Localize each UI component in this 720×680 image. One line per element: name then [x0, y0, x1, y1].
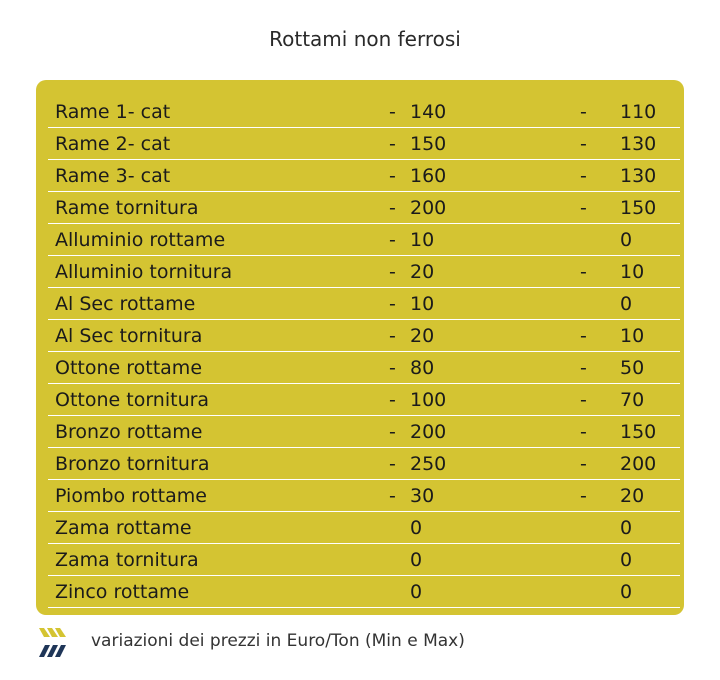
table-row — [48, 288, 680, 320]
max-price: 150 — [620, 197, 657, 219]
price-table-panel — [36, 80, 684, 615]
table-row — [48, 96, 680, 128]
table-row — [48, 160, 680, 192]
material-name: Rame 2- cat — [55, 133, 171, 155]
table-row — [48, 224, 680, 256]
table-row — [48, 544, 680, 576]
max-price: 20 — [620, 485, 645, 507]
table-row — [48, 448, 680, 480]
max-price: 0 — [620, 229, 633, 251]
max-dash: - — [580, 389, 587, 411]
table-row — [48, 480, 680, 512]
max-dash: - — [580, 453, 587, 475]
min-price: 0 — [410, 517, 423, 539]
material-name: Zinco rottame — [55, 581, 190, 603]
max-price: 0 — [620, 581, 633, 603]
min-price: 100 — [410, 389, 447, 411]
max-price: 0 — [620, 517, 633, 539]
max-price: 0 — [620, 549, 633, 571]
min-dash: - — [389, 261, 396, 283]
chevron-stripes-logo-icon — [36, 626, 70, 660]
price-table — [48, 96, 680, 608]
min-price: 160 — [410, 165, 447, 187]
min-price: 250 — [410, 453, 447, 475]
min-dash: - — [389, 453, 396, 475]
material-name: Zama tornitura — [55, 549, 199, 571]
max-price: 130 — [620, 133, 657, 155]
page-title: Rottami non ferrosi — [269, 27, 461, 51]
table-row — [48, 128, 680, 160]
min-price: 30 — [410, 485, 435, 507]
max-price: 130 — [620, 165, 657, 187]
min-price: 10 — [410, 293, 435, 315]
table-row — [48, 384, 680, 416]
max-dash: - — [580, 165, 587, 187]
max-price: 150 — [620, 421, 657, 443]
material-name: Alluminio tornitura — [55, 261, 233, 283]
material-name: Rame 3- cat — [55, 165, 171, 187]
max-dash: - — [580, 261, 587, 283]
max-price: 110 — [620, 101, 657, 123]
max-price: 50 — [620, 357, 645, 379]
max-dash: - — [580, 197, 587, 219]
footer — [36, 626, 696, 660]
min-price: 10 — [410, 229, 435, 251]
min-price: 80 — [410, 357, 435, 379]
max-dash: - — [580, 357, 587, 379]
max-dash: - — [580, 421, 587, 443]
max-price: 70 — [620, 389, 645, 411]
min-dash: - — [389, 485, 396, 507]
material-name: Rame 1- cat — [55, 101, 171, 123]
min-dash: - — [389, 165, 396, 187]
min-dash: - — [389, 293, 396, 315]
min-price: 200 — [410, 197, 447, 219]
material-name: Piombo rottame — [55, 485, 207, 507]
material-name: Ottone rottame — [55, 357, 203, 379]
material-name: Al Sec rottame — [55, 293, 196, 315]
min-dash: - — [389, 197, 396, 219]
table-row — [48, 192, 680, 224]
max-price: 10 — [620, 325, 645, 347]
min-price: 200 — [410, 421, 447, 443]
max-price: 200 — [620, 453, 657, 475]
max-dash: - — [580, 101, 587, 123]
min-dash: - — [389, 357, 396, 379]
material-name: Bronzo rottame — [55, 421, 203, 443]
material-name: Ottone tornitura — [55, 389, 210, 411]
min-price: 0 — [410, 549, 423, 571]
max-price: 0 — [620, 293, 633, 315]
table-row — [48, 256, 680, 288]
material-name: Bronzo tornitura — [55, 453, 210, 475]
min-dash: - — [389, 101, 396, 123]
material-name: Alluminio rottame — [55, 229, 226, 251]
min-price: 20 — [410, 261, 435, 283]
min-price: 0 — [410, 581, 423, 603]
min-dash: - — [389, 325, 396, 347]
max-dash: - — [580, 133, 587, 155]
max-dash: - — [580, 485, 587, 507]
min-dash: - — [389, 133, 396, 155]
min-price: 20 — [410, 325, 435, 347]
material-name: Al Sec tornitura — [55, 325, 203, 347]
table-row — [48, 576, 680, 608]
max-dash: - — [580, 325, 587, 347]
table-row — [48, 416, 680, 448]
material-name: Zama rottame — [55, 517, 192, 539]
table-row — [48, 320, 680, 352]
min-dash: - — [389, 389, 396, 411]
material-name: Rame tornitura — [55, 197, 199, 219]
min-price: 140 — [410, 101, 447, 123]
min-dash: - — [389, 421, 396, 443]
table-row — [48, 512, 680, 544]
min-dash: - — [389, 229, 396, 251]
footer-caption: variazioni dei prezzi in Euro/Ton (Min e Max) — [91, 631, 465, 651]
min-price: 150 — [410, 133, 447, 155]
table-row — [48, 352, 680, 384]
max-price: 10 — [620, 261, 645, 283]
